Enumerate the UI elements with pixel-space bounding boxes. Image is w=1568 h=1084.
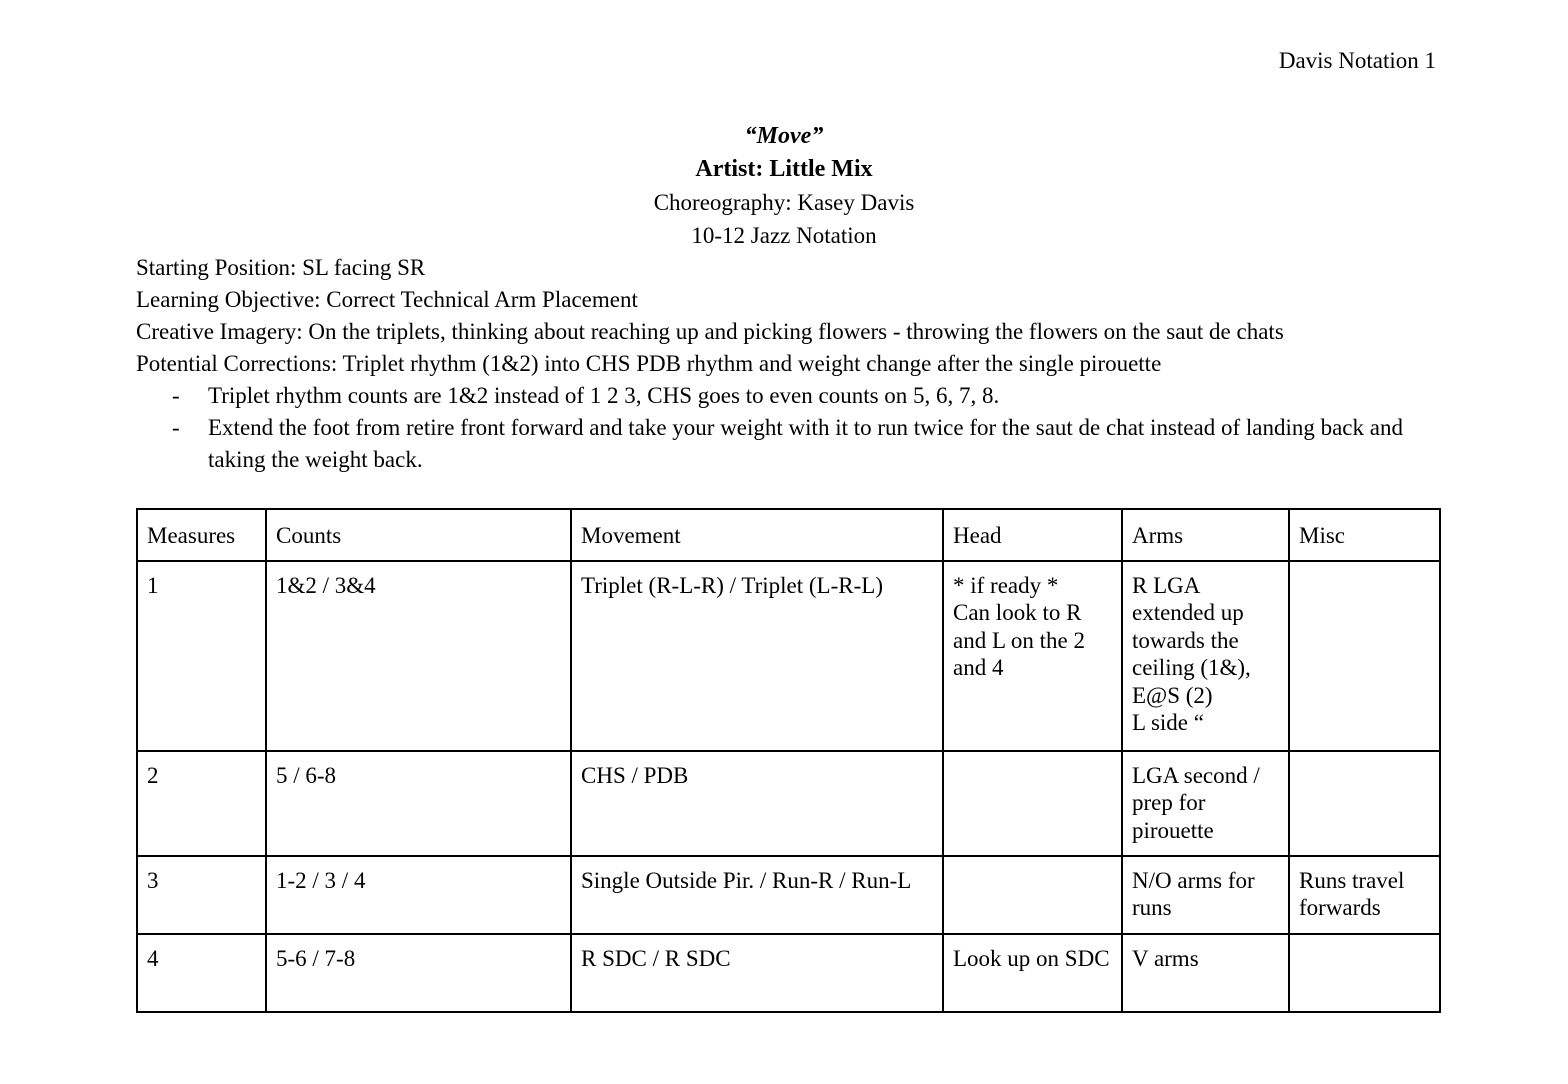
cell-line: R LGA extended up towards the ceiling (1&), E@S (2) (1132, 572, 1251, 708)
bullet-dash: - (172, 415, 180, 440)
cell-head (943, 751, 1122, 856)
level-line: 10-12 Jazz Notation (691, 223, 877, 248)
learning-objective: Learning Objective: Correct Technical Arm Placement (136, 287, 638, 312)
table-row (137, 561, 1440, 751)
cell-counts: 5 / 6-8 (266, 751, 571, 856)
header-head: Head (943, 509, 1122, 561)
cell-line: Can look to R and L on the 2 and 4 (953, 600, 1086, 680)
cell-counts: 1&2 / 3&4 (266, 561, 571, 751)
cell-head (943, 561, 1122, 751)
cell-measures: 3 (137, 856, 266, 934)
cell-line: * if ready * (953, 572, 1059, 598)
bullet-dash: - (172, 383, 180, 408)
choreography-line: Choreography: Kasey Davis (653, 190, 915, 215)
potential-corrections: Potential Corrections: Triplet rhythm (1&2) into CHS PDB rhythm and weight change after the single pirouette (136, 351, 1162, 376)
header-movement: Movement (571, 509, 943, 561)
correction-item (136, 412, 1446, 476)
cell-measures: 4 (137, 934, 266, 1012)
notation-table (136, 508, 1441, 1013)
cell-arms: LGA second / prep for pirouette (1122, 751, 1289, 856)
correction-text: Triplet rhythm counts are 1&2 instead of 1 2 3, CHS goes to even counts on 5, 6, 7, 8. (208, 383, 1000, 408)
cell-movement: CHS / PDB (571, 751, 943, 856)
table-row (137, 934, 1440, 1012)
corrections-list (136, 380, 1446, 476)
cell-movement: Triplet (R-L-R) / Triplet (L-R-L) (571, 561, 943, 751)
creative-imagery: Creative Imagery: On the triplets, thinking about reaching up and picking flowers - throwing the flowers on the saut de chats (136, 319, 1284, 344)
starting-position: Starting Position: SL facing SR (136, 255, 426, 280)
cell-measures: 2 (137, 751, 266, 856)
header-measures: Measures (137, 509, 266, 561)
cell-counts: 1-2 / 3 / 4 (266, 856, 571, 934)
header-misc: Misc (1289, 509, 1440, 561)
notation-meta (136, 252, 1446, 476)
cell-misc (1289, 934, 1440, 1012)
cell-arms: V arms (1122, 934, 1289, 1012)
table-row (137, 856, 1440, 934)
correction-text: Extend the foot from retire front forward and take your weight with it to run twice for the saut de chat instead of landing back and taking the weight back. (208, 415, 1403, 472)
cell-misc (1289, 751, 1440, 856)
song-title: “Move” (744, 123, 824, 149)
cell-movement: Single Outside Pir. / Run-R / Run-L (571, 856, 943, 934)
artist-line: Artist: Little Mix (695, 156, 873, 182)
table-header-row (137, 509, 1440, 561)
cell-line: L side “ (1132, 710, 1204, 735)
cell-misc (1289, 561, 1440, 751)
header-counts: Counts (266, 509, 571, 561)
header-arms: Arms (1122, 509, 1289, 561)
title-block (0, 120, 1568, 252)
running-head: Davis Notation 1 (1278, 48, 1436, 73)
cell-head (943, 856, 1122, 934)
correction-item (136, 380, 1446, 412)
table-row (137, 751, 1440, 856)
cell-measures: 1 (137, 561, 266, 751)
cell-arms: N/O arms for runs (1122, 856, 1289, 934)
cell-counts: 5-6 / 7-8 (266, 934, 571, 1012)
cell-misc: Runs travel forwards (1289, 856, 1440, 934)
cell-head: Look up on SDC (943, 934, 1122, 1012)
cell-movement: R SDC / R SDC (571, 934, 943, 1012)
cell-arms (1122, 561, 1289, 751)
